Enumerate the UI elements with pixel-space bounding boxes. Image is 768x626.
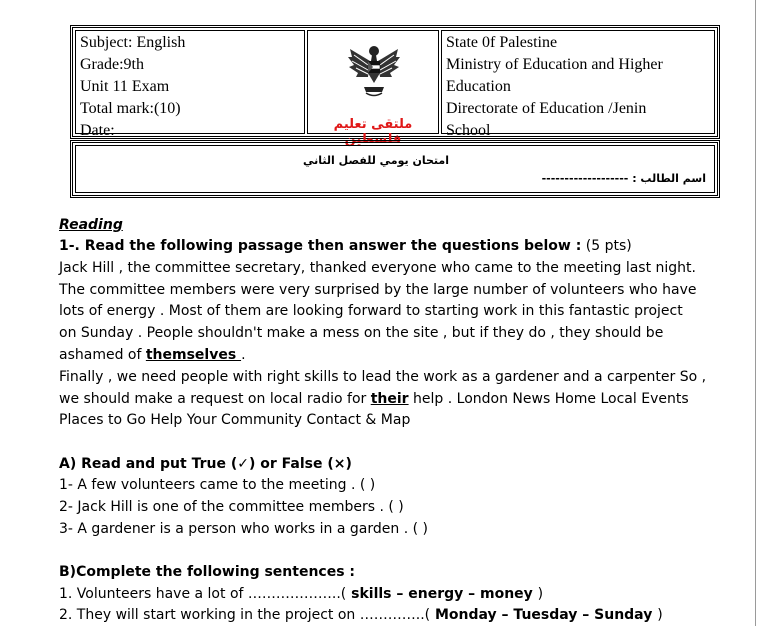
reading-heading: Reading <box>59 217 123 233</box>
sentence-2-close: ) <box>657 607 663 623</box>
page-edge <box>755 0 756 626</box>
passage-line-8: Places to Go Help Your Community Contact & Map <box>59 412 411 428</box>
student-name-label: اسم الطالب : <box>632 172 706 185</box>
sentence-2-options: Monday – Tuesday – Sunday <box>430 607 658 623</box>
date-line: Date: <box>80 122 115 139</box>
underlined-word-themselves: themselves <box>145 347 242 363</box>
student-box <box>70 140 720 198</box>
passage-line-1: Jack Hill , the committee secretary, thanked everyone who came to the meeting last night. <box>59 260 696 276</box>
true-false-item-2[interactable]: 2- Jack Hill is one of the committee members . ( ) <box>59 499 404 515</box>
sentence-1-text: 1. Volunteers have a lot of ………………..( <box>59 586 347 602</box>
forum-title: ملتقى تعليم فلسطين <box>333 117 413 147</box>
total-mark-line: Total mark:(10) <box>80 100 181 117</box>
directorate-line: Directorate of Education /Jenin <box>446 100 647 117</box>
question-1-points: (5 pts) <box>581 238 632 254</box>
exam-info-cell <box>75 30 305 139</box>
passage-line-5-start: ashamed of <box>59 347 146 363</box>
complete-sentence-1[interactable] <box>59 586 543 602</box>
sentence-1-options: skills – energy – money <box>346 586 538 602</box>
subject-line: Subject: English <box>80 34 186 51</box>
passage-line-7 <box>59 391 689 407</box>
exam-header <box>70 25 720 147</box>
palestine-eagle-emblem-icon <box>346 43 402 101</box>
passage-line-6: Finally , we need people with right skills to lead the work as a gardener and a carpenter So , <box>59 369 707 385</box>
sentence-2-text: 2. They will start working in the project on …………..( <box>59 607 431 623</box>
section-a-title: A) Read and put True (✓) or False (×) <box>59 456 352 472</box>
passage-line-4: on Sunday . People shouldn't make a mess on the site , but if they do , they should be <box>59 325 664 341</box>
authority-cell <box>441 30 715 139</box>
passage-line-5 <box>59 347 246 363</box>
sentence-1-close: ) <box>537 586 544 602</box>
underlined-word-their: their <box>370 391 409 407</box>
passage-line-5-end: . <box>241 347 246 363</box>
student-name-field[interactable] <box>542 172 706 185</box>
daily-exam-title: امتحان يومي للفصل الثاني <box>303 154 449 167</box>
emblem-cell <box>307 30 439 147</box>
passage-line-3: lots of energy . Most of them are looking forward to starting work in this fantastic project <box>59 303 683 319</box>
unit-line: Unit 11 Exam <box>80 78 170 95</box>
true-false-item-3[interactable]: 3- A gardener is a person who works in a garden . ( ) <box>59 521 428 537</box>
grade-line: Grade:9th <box>80 56 144 73</box>
section-b-title: B)Complete the following sentences : <box>59 564 356 580</box>
complete-sentence-2[interactable] <box>59 607 663 623</box>
school-line: School <box>446 122 491 139</box>
state-line: State 0f Palestine <box>446 34 558 51</box>
true-false-item-1[interactable]: 1- A few volunteers came to the meeting . ( ) <box>59 477 376 493</box>
passage-line-2: The committee members were very surprised by the large number of volunteers who have <box>59 282 697 298</box>
ministry-line: Ministry of Education and Higher <box>446 56 663 73</box>
education-line: Education <box>446 78 511 95</box>
question-1-label: 1-. Read the following passage then answer the questions below : <box>59 238 582 254</box>
passage-line-7-start: we should make a request on local radio for <box>59 391 371 407</box>
question-1-line <box>59 238 632 254</box>
passage-line-7-end: help . London News Home Local Events <box>408 391 689 407</box>
student-name-blank: ------------------- <box>541 172 629 185</box>
